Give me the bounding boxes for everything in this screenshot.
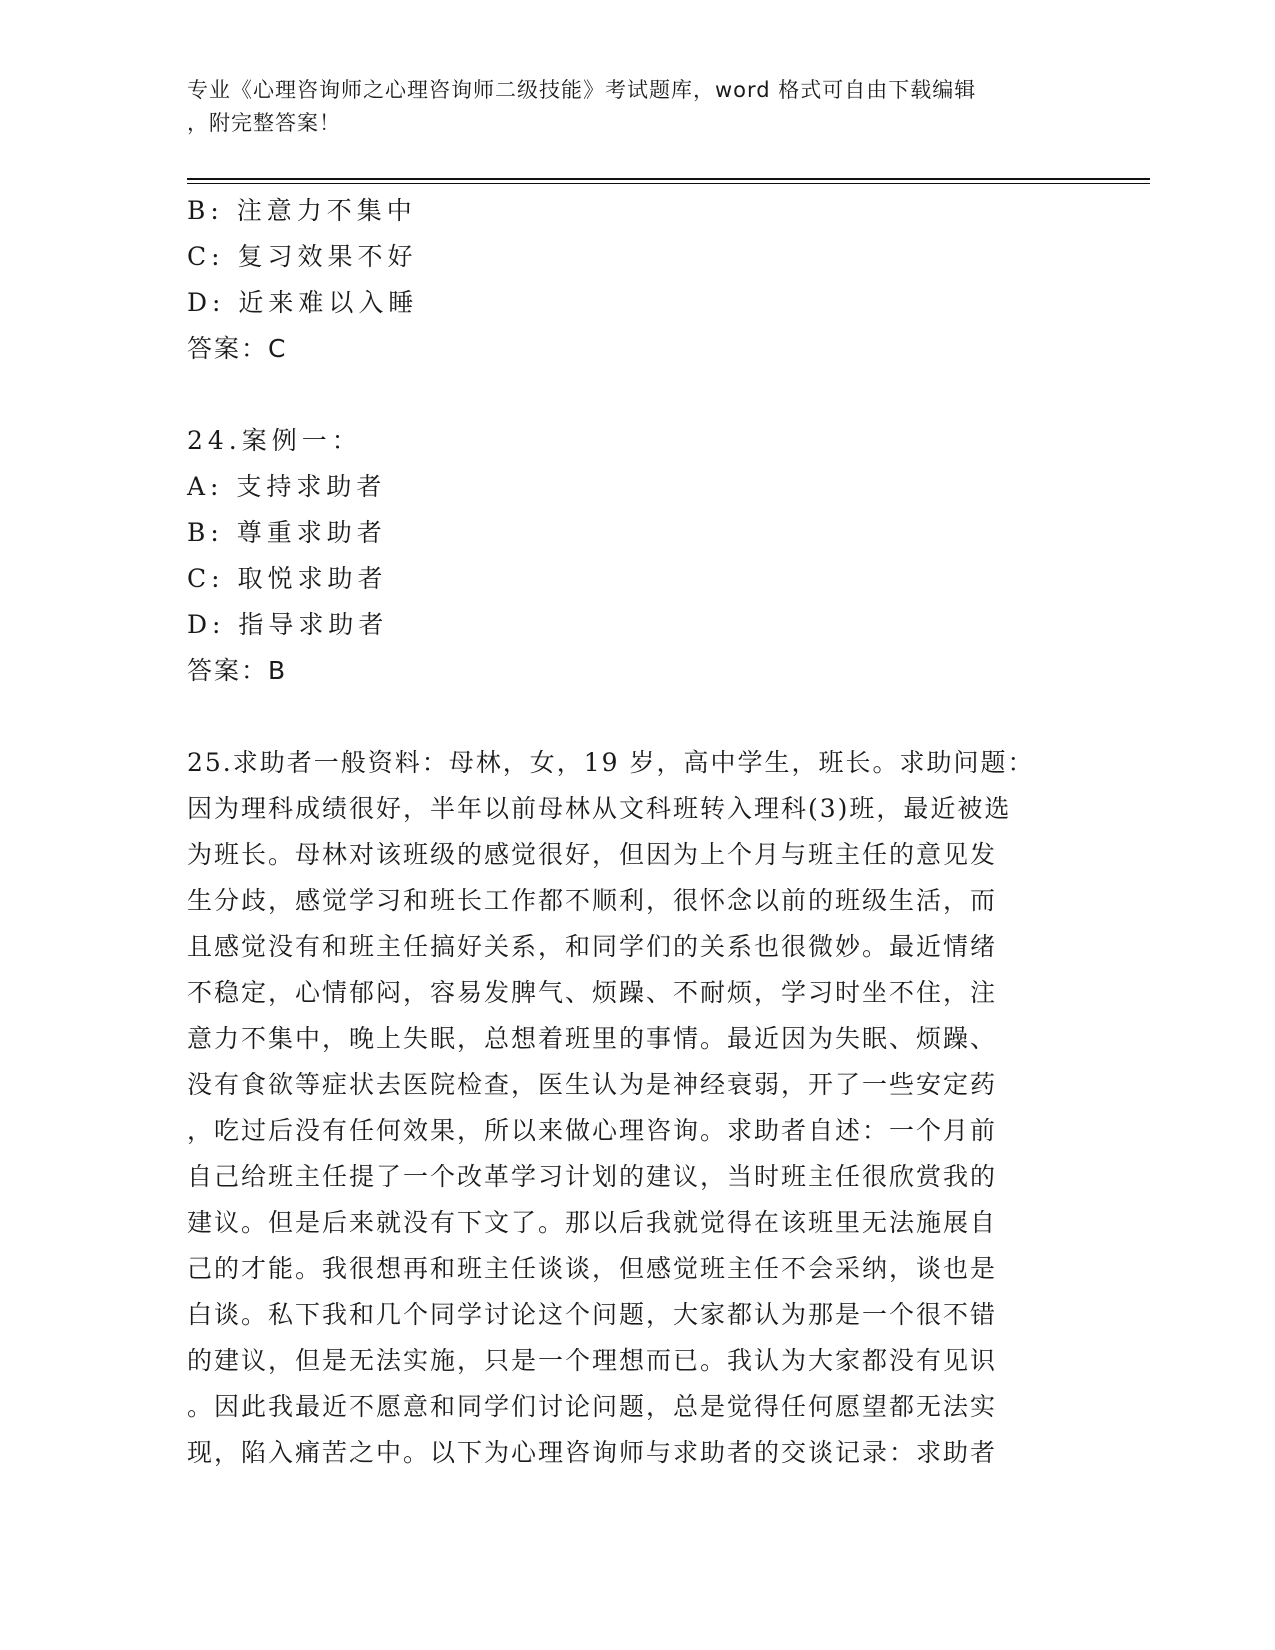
- q23-option-c: C: 复习效果不好: [187, 242, 418, 271]
- question-24: [187, 418, 1147, 694]
- q24-answer: 答案：B: [187, 656, 288, 685]
- q23-option-d: D: 近来难以入睡: [187, 288, 419, 317]
- q25-text-line: 现，陷入痛苦之中。以下为心理咨询师与求助者的交谈记录：求助者: [187, 1438, 998, 1467]
- question-23: [187, 188, 1147, 372]
- q25-text-line: 建议。但是后来就没有下文了。那以后我就觉得在该班里无法施展自: [187, 1208, 998, 1237]
- header-divider-thin: [187, 183, 1150, 184]
- header-title-line-2: ，附完整答案！: [187, 111, 341, 135]
- question-25: [187, 740, 1147, 1476]
- q25-text-line: 且感觉没有和班主任搞好关系，和同学们的关系也很微妙。最近情绪: [187, 932, 998, 961]
- q23-answer: 答案：C: [187, 334, 288, 363]
- q25-text-line: 为班长。母林对该班级的感觉很好，但因为上个月与班主任的意见发: [187, 840, 998, 869]
- spacer: [187, 694, 1147, 740]
- header-divider-thick: [187, 178, 1150, 180]
- q24-option-b: B: 尊重求助者: [187, 518, 387, 547]
- q24-option-a: A: 支持求助者: [187, 472, 387, 501]
- q25-text-line: 。因此我最近不愿意和同学们讨论问题，总是觉得任何愿望都无法实: [187, 1392, 998, 1421]
- q23-option-b: B: 注意力不集中: [187, 196, 417, 225]
- q24-option-d: D: 指导求助者: [187, 610, 389, 639]
- q25-text-line: 意力不集中，晚上失眠，总想着班里的事情。最近因为失眠、烦躁、: [187, 1024, 998, 1053]
- q25-text-line: 生分歧，感觉学习和班长工作都不顺利，很怀念以前的班级生活，而: [187, 886, 998, 915]
- q25-text-line: 不稳定，心情郁闷，容易发脾气、烦躁、不耐烦，学习时坐不住，注: [187, 978, 998, 1007]
- q25-text-line: 25.求助者一般资料：母林，女，19 岁，高中学生，班长。求助问题：: [187, 748, 1035, 777]
- q25-text-line: ，吃过后没有任何效果，所以来做心理咨询。求助者自述：一个月前: [187, 1116, 998, 1145]
- q25-text-line: 的建议，但是无法实施，只是一个理想而已。我认为大家都没有见识: [187, 1346, 998, 1375]
- q25-text-line: 因为理科成绩很好，半年以前母林从文科班转入理科(3)班，最近被选: [187, 794, 1012, 823]
- q25-text-line: 白谈。私下我和几个同学讨论这个问题，大家都认为那是一个很不错: [187, 1300, 998, 1329]
- spacer: [187, 372, 1147, 418]
- document-body: [187, 188, 1147, 1476]
- document-header: [187, 74, 1067, 140]
- q25-text-line: 己的才能。我很想再和班主任谈谈，但感觉班主任不会采纳，谈也是: [187, 1254, 998, 1283]
- header-title-line-1: 专业《心理咨询师之心理咨询师二级技能》考试题库，word 格式可自由下载编辑: [187, 78, 977, 102]
- q25-text-line: 没有食欲等症状去医院检查，医生认为是神经衰弱，开了一些安定药: [187, 1070, 998, 1099]
- q24-title: 24.案例一：: [187, 426, 362, 455]
- q25-text-line: 自己给班主任提了一个改革学习计划的建议，当时班主任很欣赏我的: [187, 1162, 998, 1191]
- q24-option-c: C: 取悦求助者: [187, 564, 388, 593]
